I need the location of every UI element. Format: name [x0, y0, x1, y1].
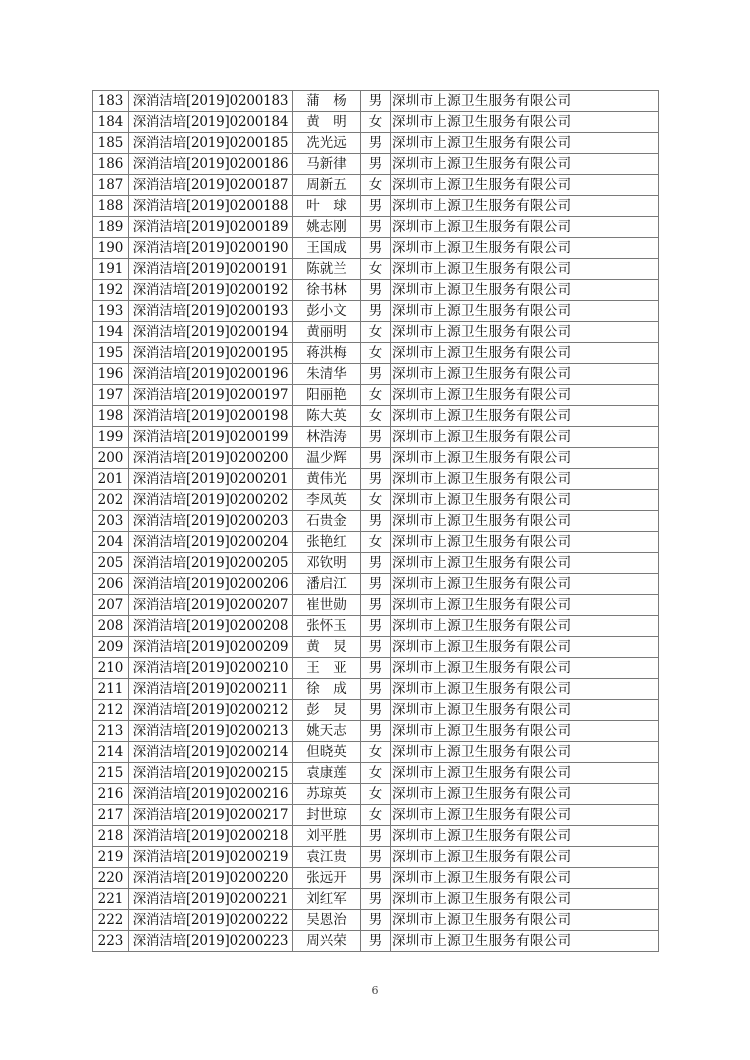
table-row	[93, 133, 659, 154]
gender-cell: 男	[361, 910, 391, 931]
company-name-cell: 深圳市上源卫生服务有限公司	[391, 553, 659, 574]
company-name-cell: 深圳市上源卫生服务有限公司	[391, 133, 659, 154]
row-number-cell: 205	[93, 553, 129, 574]
person-name-cell: 徐书林	[293, 280, 361, 301]
certificate-number-cell: 深消洁培[2019]0200195	[129, 343, 293, 364]
gender-cell: 女	[361, 322, 391, 343]
company-name-cell: 深圳市上源卫生服务有限公司	[391, 217, 659, 238]
gender-cell: 男	[361, 847, 391, 868]
table-row	[93, 658, 659, 679]
person-name-cell: 王 亚	[293, 658, 361, 679]
company-name-cell: 深圳市上源卫生服务有限公司	[391, 700, 659, 721]
table-row	[93, 763, 659, 784]
person-name-cell: 刘平胜	[293, 826, 361, 847]
gender-cell: 男	[361, 721, 391, 742]
person-name-cell: 陈就兰	[293, 259, 361, 280]
row-number-cell: 196	[93, 364, 129, 385]
gender-cell: 女	[361, 784, 391, 805]
certificate-number-cell: 深消洁培[2019]0200217	[129, 805, 293, 826]
certificate-number-cell: 深消洁培[2019]0200189	[129, 217, 293, 238]
company-name-cell: 深圳市上源卫生服务有限公司	[391, 301, 659, 322]
certificate-number-cell: 深消洁培[2019]0200199	[129, 427, 293, 448]
certificate-number-cell: 深消洁培[2019]0200220	[129, 868, 293, 889]
company-name-cell: 深圳市上源卫生服务有限公司	[391, 826, 659, 847]
person-name-cell: 朱清华	[293, 364, 361, 385]
gender-cell: 男	[361, 448, 391, 469]
certificate-number-cell: 深消洁培[2019]0200192	[129, 280, 293, 301]
table-row	[93, 175, 659, 196]
row-number-cell: 216	[93, 784, 129, 805]
table-row	[93, 343, 659, 364]
table-row	[93, 259, 659, 280]
company-name-cell: 深圳市上源卫生服务有限公司	[391, 595, 659, 616]
gender-cell: 女	[361, 490, 391, 511]
person-name-cell: 潘启江	[293, 574, 361, 595]
person-name-cell: 黄 炅	[293, 637, 361, 658]
certificate-number-cell: 深消洁培[2019]0200196	[129, 364, 293, 385]
row-number-cell: 219	[93, 847, 129, 868]
certificate-number-cell: 深消洁培[2019]0200211	[129, 679, 293, 700]
roster-body	[93, 91, 659, 952]
row-number-cell: 214	[93, 742, 129, 763]
company-name-cell: 深圳市上源卫生服务有限公司	[391, 448, 659, 469]
person-name-cell: 马新律	[293, 154, 361, 175]
gender-cell: 男	[361, 301, 391, 322]
certificate-number-cell: 深消洁培[2019]0200222	[129, 910, 293, 931]
row-number-cell: 204	[93, 532, 129, 553]
gender-cell: 男	[361, 658, 391, 679]
person-name-cell: 张艳红	[293, 532, 361, 553]
row-number-cell: 209	[93, 637, 129, 658]
table-row	[93, 889, 659, 910]
row-number-cell: 220	[93, 868, 129, 889]
row-number-cell: 223	[93, 931, 129, 952]
table-row	[93, 154, 659, 175]
row-number-cell: 212	[93, 700, 129, 721]
row-number-cell: 201	[93, 469, 129, 490]
roster-table	[92, 90, 659, 952]
row-number-cell: 195	[93, 343, 129, 364]
row-number-cell: 206	[93, 574, 129, 595]
certificate-number-cell: 深消洁培[2019]0200184	[129, 112, 293, 133]
row-number-cell: 183	[93, 91, 129, 112]
gender-cell: 男	[361, 217, 391, 238]
person-name-cell: 陈大英	[293, 406, 361, 427]
company-name-cell: 深圳市上源卫生服务有限公司	[391, 889, 659, 910]
person-name-cell: 吴恩治	[293, 910, 361, 931]
person-name-cell: 蒲 杨	[293, 91, 361, 112]
certificate-number-cell: 深消洁培[2019]0200191	[129, 259, 293, 280]
certificate-number-cell: 深消洁培[2019]0200219	[129, 847, 293, 868]
table-row	[93, 700, 659, 721]
person-name-cell: 袁康莲	[293, 763, 361, 784]
person-name-cell: 黄丽明	[293, 322, 361, 343]
person-name-cell: 姚天志	[293, 721, 361, 742]
certificate-number-cell: 深消洁培[2019]0200183	[129, 91, 293, 112]
table-row	[93, 469, 659, 490]
gender-cell: 男	[361, 679, 391, 700]
company-name-cell: 深圳市上源卫生服务有限公司	[391, 91, 659, 112]
certificate-number-cell: 深消洁培[2019]0200193	[129, 301, 293, 322]
company-name-cell: 深圳市上源卫生服务有限公司	[391, 658, 659, 679]
table-row	[93, 595, 659, 616]
person-name-cell: 袁江贵	[293, 847, 361, 868]
company-name-cell: 深圳市上源卫生服务有限公司	[391, 721, 659, 742]
certificate-number-cell: 深消洁培[2019]0200209	[129, 637, 293, 658]
person-name-cell: 封世琼	[293, 805, 361, 826]
person-name-cell: 黄 明	[293, 112, 361, 133]
person-name-cell: 但晓英	[293, 742, 361, 763]
certificate-number-cell: 深消洁培[2019]0200194	[129, 322, 293, 343]
company-name-cell: 深圳市上源卫生服务有限公司	[391, 322, 659, 343]
certificate-number-cell: 深消洁培[2019]0200197	[129, 385, 293, 406]
table-row	[93, 490, 659, 511]
gender-cell: 男	[361, 637, 391, 658]
company-name-cell: 深圳市上源卫生服务有限公司	[391, 511, 659, 532]
company-name-cell: 深圳市上源卫生服务有限公司	[391, 910, 659, 931]
gender-cell: 男	[361, 154, 391, 175]
person-name-cell: 王国成	[293, 238, 361, 259]
gender-cell: 男	[361, 427, 391, 448]
company-name-cell: 深圳市上源卫生服务有限公司	[391, 637, 659, 658]
company-name-cell: 深圳市上源卫生服务有限公司	[391, 742, 659, 763]
table-row	[93, 427, 659, 448]
row-number-cell: 217	[93, 805, 129, 826]
gender-cell: 男	[361, 616, 391, 637]
certificate-number-cell: 深消洁培[2019]0200215	[129, 763, 293, 784]
person-name-cell: 张怀玉	[293, 616, 361, 637]
gender-cell: 男	[361, 595, 391, 616]
person-name-cell: 邓钦明	[293, 553, 361, 574]
table-row	[93, 784, 659, 805]
company-name-cell: 深圳市上源卫生服务有限公司	[391, 868, 659, 889]
certificate-number-cell: 深消洁培[2019]0200204	[129, 532, 293, 553]
person-name-cell: 张远开	[293, 868, 361, 889]
row-number-cell: 203	[93, 511, 129, 532]
table-row	[93, 301, 659, 322]
table-row	[93, 847, 659, 868]
table-row	[93, 196, 659, 217]
certificate-number-cell: 深消洁培[2019]0200210	[129, 658, 293, 679]
person-name-cell: 叶 球	[293, 196, 361, 217]
gender-cell: 男	[361, 91, 391, 112]
company-name-cell: 深圳市上源卫生服务有限公司	[391, 385, 659, 406]
certificate-number-cell: 深消洁培[2019]0200201	[129, 469, 293, 490]
table-row	[93, 679, 659, 700]
person-name-cell: 苏琼英	[293, 784, 361, 805]
person-name-cell: 李凤英	[293, 490, 361, 511]
company-name-cell: 深圳市上源卫生服务有限公司	[391, 532, 659, 553]
page-number: 6	[371, 984, 379, 997]
gender-cell: 女	[361, 805, 391, 826]
person-name-cell: 彭小文	[293, 301, 361, 322]
row-number-cell: 198	[93, 406, 129, 427]
company-name-cell: 深圳市上源卫生服务有限公司	[391, 280, 659, 301]
company-name-cell: 深圳市上源卫生服务有限公司	[391, 427, 659, 448]
person-name-cell: 徐 成	[293, 679, 361, 700]
table-row	[93, 637, 659, 658]
company-name-cell: 深圳市上源卫生服务有限公司	[391, 805, 659, 826]
table-row	[93, 574, 659, 595]
gender-cell: 男	[361, 574, 391, 595]
person-name-cell: 冼光远	[293, 133, 361, 154]
certificate-number-cell: 深消洁培[2019]0200200	[129, 448, 293, 469]
table-row	[93, 868, 659, 889]
table-row	[93, 805, 659, 826]
company-name-cell: 深圳市上源卫生服务有限公司	[391, 574, 659, 595]
person-name-cell: 林浩涛	[293, 427, 361, 448]
company-name-cell: 深圳市上源卫生服务有限公司	[391, 847, 659, 868]
certificate-number-cell: 深消洁培[2019]0200187	[129, 175, 293, 196]
row-number-cell: 190	[93, 238, 129, 259]
table-row	[93, 532, 659, 553]
company-name-cell: 深圳市上源卫生服务有限公司	[391, 112, 659, 133]
gender-cell: 女	[361, 742, 391, 763]
company-name-cell: 深圳市上源卫生服务有限公司	[391, 406, 659, 427]
person-name-cell: 姚志刚	[293, 217, 361, 238]
gender-cell: 男	[361, 196, 391, 217]
row-number-cell: 221	[93, 889, 129, 910]
table-row	[93, 238, 659, 259]
row-number-cell: 184	[93, 112, 129, 133]
row-number-cell: 213	[93, 721, 129, 742]
gender-cell: 女	[361, 112, 391, 133]
certificate-number-cell: 深消洁培[2019]0200212	[129, 700, 293, 721]
table-row	[93, 616, 659, 637]
company-name-cell: 深圳市上源卫生服务有限公司	[391, 490, 659, 511]
table-row	[93, 280, 659, 301]
table-row	[93, 553, 659, 574]
company-name-cell: 深圳市上源卫生服务有限公司	[391, 175, 659, 196]
company-name-cell: 深圳市上源卫生服务有限公司	[391, 196, 659, 217]
gender-cell: 女	[361, 385, 391, 406]
row-number-cell: 185	[93, 133, 129, 154]
row-number-cell: 199	[93, 427, 129, 448]
company-name-cell: 深圳市上源卫生服务有限公司	[391, 679, 659, 700]
certificate-number-cell: 深消洁培[2019]0200207	[129, 595, 293, 616]
table-row	[93, 112, 659, 133]
person-name-cell: 崔世勋	[293, 595, 361, 616]
table-row	[93, 910, 659, 931]
row-number-cell: 189	[93, 217, 129, 238]
row-number-cell: 191	[93, 259, 129, 280]
certificate-number-cell: 深消洁培[2019]0200202	[129, 490, 293, 511]
gender-cell: 男	[361, 700, 391, 721]
certificate-number-cell: 深消洁培[2019]0200223	[129, 931, 293, 952]
table-row	[93, 322, 659, 343]
row-number-cell: 218	[93, 826, 129, 847]
certificate-number-cell: 深消洁培[2019]0200213	[129, 721, 293, 742]
certificate-number-cell: 深消洁培[2019]0200190	[129, 238, 293, 259]
table-row	[93, 511, 659, 532]
person-name-cell: 彭 炅	[293, 700, 361, 721]
row-number-cell: 208	[93, 616, 129, 637]
certificate-number-cell: 深消洁培[2019]0200203	[129, 511, 293, 532]
table-row	[93, 742, 659, 763]
table-row	[93, 826, 659, 847]
certificate-number-cell: 深消洁培[2019]0200198	[129, 406, 293, 427]
company-name-cell: 深圳市上源卫生服务有限公司	[391, 154, 659, 175]
row-number-cell: 188	[93, 196, 129, 217]
company-name-cell: 深圳市上源卫生服务有限公司	[391, 343, 659, 364]
certificate-number-cell: 深消洁培[2019]0200186	[129, 154, 293, 175]
table-row	[93, 385, 659, 406]
person-name-cell: 周新五	[293, 175, 361, 196]
company-name-cell: 深圳市上源卫生服务有限公司	[391, 469, 659, 490]
gender-cell: 男	[361, 868, 391, 889]
company-name-cell: 深圳市上源卫生服务有限公司	[391, 763, 659, 784]
table-row	[93, 217, 659, 238]
row-number-cell: 187	[93, 175, 129, 196]
person-name-cell: 石贵金	[293, 511, 361, 532]
person-name-cell: 温少辉	[293, 448, 361, 469]
company-name-cell: 深圳市上源卫生服务有限公司	[391, 238, 659, 259]
person-name-cell: 刘红军	[293, 889, 361, 910]
company-name-cell: 深圳市上源卫生服务有限公司	[391, 931, 659, 952]
gender-cell: 女	[361, 259, 391, 280]
gender-cell: 女	[361, 343, 391, 364]
row-number-cell: 210	[93, 658, 129, 679]
row-number-cell: 222	[93, 910, 129, 931]
row-number-cell: 211	[93, 679, 129, 700]
row-number-cell: 202	[93, 490, 129, 511]
gender-cell: 男	[361, 469, 391, 490]
row-number-cell: 192	[93, 280, 129, 301]
table-row	[93, 364, 659, 385]
table-row	[93, 448, 659, 469]
gender-cell: 男	[361, 511, 391, 532]
table-row	[93, 931, 659, 952]
gender-cell: 男	[361, 280, 391, 301]
row-number-cell: 186	[93, 154, 129, 175]
company-name-cell: 深圳市上源卫生服务有限公司	[391, 784, 659, 805]
row-number-cell: 200	[93, 448, 129, 469]
gender-cell: 男	[361, 364, 391, 385]
person-name-cell: 阳丽艳	[293, 385, 361, 406]
gender-cell: 女	[361, 532, 391, 553]
certificate-number-cell: 深消洁培[2019]0200218	[129, 826, 293, 847]
gender-cell: 女	[361, 175, 391, 196]
gender-cell: 男	[361, 553, 391, 574]
certificate-number-cell: 深消洁培[2019]0200205	[129, 553, 293, 574]
person-name-cell: 周兴荣	[293, 931, 361, 952]
gender-cell: 男	[361, 133, 391, 154]
certificate-number-cell: 深消洁培[2019]0200206	[129, 574, 293, 595]
gender-cell: 女	[361, 763, 391, 784]
row-number-cell: 197	[93, 385, 129, 406]
certificate-number-cell: 深消洁培[2019]0200188	[129, 196, 293, 217]
gender-cell: 男	[361, 826, 391, 847]
certificate-number-cell: 深消洁培[2019]0200214	[129, 742, 293, 763]
row-number-cell: 193	[93, 301, 129, 322]
gender-cell: 男	[361, 931, 391, 952]
company-name-cell: 深圳市上源卫生服务有限公司	[391, 616, 659, 637]
company-name-cell: 深圳市上源卫生服务有限公司	[391, 259, 659, 280]
company-name-cell: 深圳市上源卫生服务有限公司	[391, 364, 659, 385]
certificate-number-cell: 深消洁培[2019]0200208	[129, 616, 293, 637]
gender-cell: 男	[361, 889, 391, 910]
person-name-cell: 蒋洪梅	[293, 343, 361, 364]
gender-cell: 男	[361, 238, 391, 259]
table-row	[93, 406, 659, 427]
table-row	[93, 91, 659, 112]
certificate-number-cell: 深消洁培[2019]0200185	[129, 133, 293, 154]
person-name-cell: 黄伟光	[293, 469, 361, 490]
row-number-cell: 215	[93, 763, 129, 784]
certificate-number-cell: 深消洁培[2019]0200221	[129, 889, 293, 910]
table-row	[93, 721, 659, 742]
row-number-cell: 207	[93, 595, 129, 616]
gender-cell: 女	[361, 406, 391, 427]
certificate-number-cell: 深消洁培[2019]0200216	[129, 784, 293, 805]
row-number-cell: 194	[93, 322, 129, 343]
